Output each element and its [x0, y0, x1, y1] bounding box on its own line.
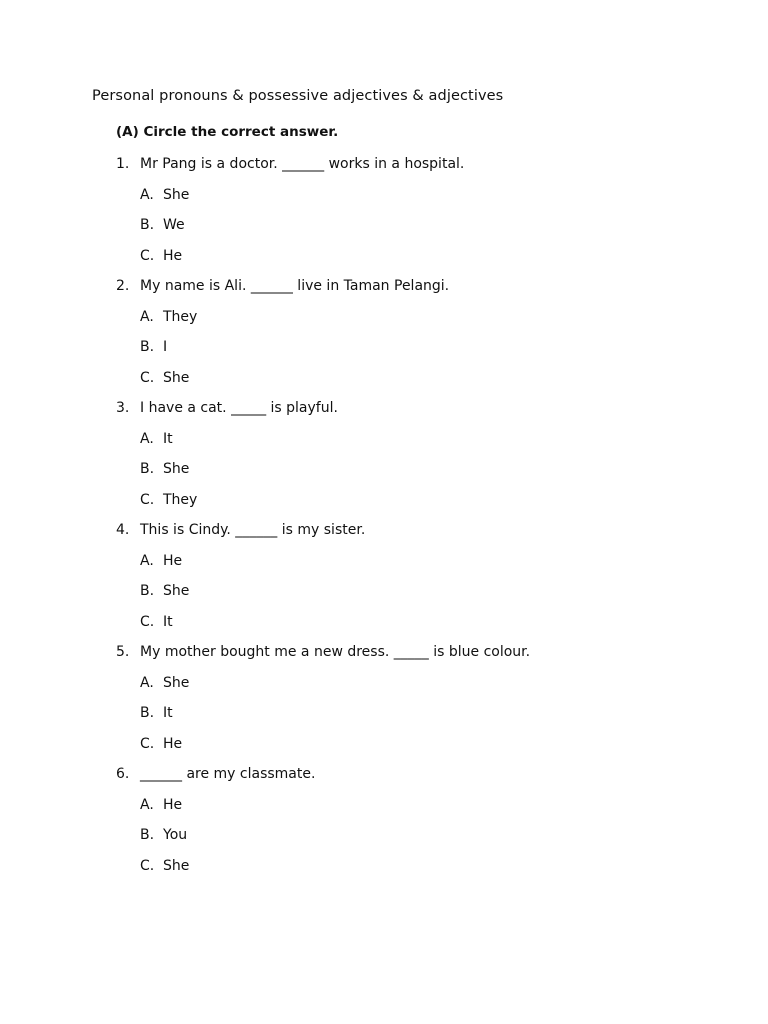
page-title: Personal pronouns & possessive adjectives & adjectives: [92, 88, 504, 104]
question-number: 5.: [116, 644, 130, 660]
option-text: He: [163, 796, 183, 813]
answer-option[interactable]: [0, 856, 768, 887]
option-letter: C.: [140, 247, 155, 264]
question-5: [0, 642, 768, 764]
option-letter: B.: [140, 583, 155, 599]
question-text: ______ are my classmate.: [140, 766, 316, 782]
question-6: [0, 764, 768, 886]
option-text: It: [163, 430, 173, 447]
option-letter: C.: [140, 857, 155, 874]
option-text: She: [163, 461, 190, 477]
answer-option[interactable]: [0, 734, 768, 765]
answer-option[interactable]: [0, 246, 768, 277]
option-letter: C.: [140, 369, 155, 386]
option-text: He: [163, 247, 183, 264]
answer-option[interactable]: [0, 825, 768, 856]
option-letter: B.: [140, 461, 155, 477]
answer-option[interactable]: [0, 490, 768, 521]
option-letter: A.: [140, 796, 154, 813]
question-1: [0, 154, 768, 276]
question-3: [0, 398, 768, 520]
option-letter: B.: [140, 827, 155, 843]
answer-option[interactable]: [0, 581, 768, 612]
answer-option[interactable]: [0, 429, 768, 460]
option-letter: C.: [140, 491, 155, 508]
question-4: [0, 520, 768, 642]
question-text: My name is Ali. ______ live in Taman Pelangi.: [140, 278, 450, 294]
option-text: He: [163, 552, 183, 569]
question-number: 4.: [116, 522, 130, 538]
option-letter: A.: [140, 430, 154, 447]
option-letter: C.: [140, 613, 155, 630]
question-number: 2.: [116, 278, 130, 294]
answer-option[interactable]: [0, 337, 768, 368]
answer-option[interactable]: [0, 703, 768, 734]
answer-option[interactable]: [0, 612, 768, 643]
option-text: We: [163, 217, 185, 233]
question-number: 3.: [116, 400, 130, 416]
answer-option[interactable]: [0, 307, 768, 338]
question-2: [0, 276, 768, 398]
answer-option[interactable]: [0, 551, 768, 582]
option-text: It: [163, 705, 173, 721]
option-letter: B.: [140, 705, 155, 721]
option-letter: A.: [140, 186, 154, 203]
question-list: [0, 154, 768, 886]
option-text: She: [163, 186, 190, 203]
question-number: 6.: [116, 766, 130, 782]
option-text: She: [163, 583, 190, 599]
answer-option[interactable]: [0, 185, 768, 216]
option-letter: A.: [140, 552, 154, 569]
question-text: This is Cindy. ______ is my sister.: [140, 522, 366, 538]
question-number: 1.: [116, 156, 130, 172]
answer-option[interactable]: [0, 795, 768, 826]
question-text: My mother bought me a new dress. _____ is blue colour.: [140, 644, 531, 660]
option-text: You: [163, 827, 188, 843]
option-text: She: [163, 369, 190, 386]
option-letter: C.: [140, 735, 155, 752]
option-text: They: [163, 308, 198, 325]
answer-option[interactable]: [0, 673, 768, 704]
option-letter: A.: [140, 308, 154, 325]
option-letter: B.: [140, 217, 155, 233]
question-text: Mr Pang is a doctor. ______ works in a hospital.: [140, 156, 465, 172]
answer-option[interactable]: [0, 459, 768, 490]
answer-option[interactable]: [0, 215, 768, 246]
answer-option[interactable]: [0, 368, 768, 399]
section-heading: (A) Circle the correct answer.: [116, 124, 339, 140]
option-text: I: [163, 339, 168, 355]
option-text: She: [163, 857, 190, 874]
option-text: They: [163, 491, 198, 508]
option-text: It: [163, 613, 173, 630]
option-letter: B.: [140, 339, 155, 355]
option-text: He: [163, 735, 183, 752]
option-text: She: [163, 674, 190, 691]
question-text: I have a cat. _____ is playful.: [140, 400, 338, 416]
option-letter: A.: [140, 674, 154, 691]
